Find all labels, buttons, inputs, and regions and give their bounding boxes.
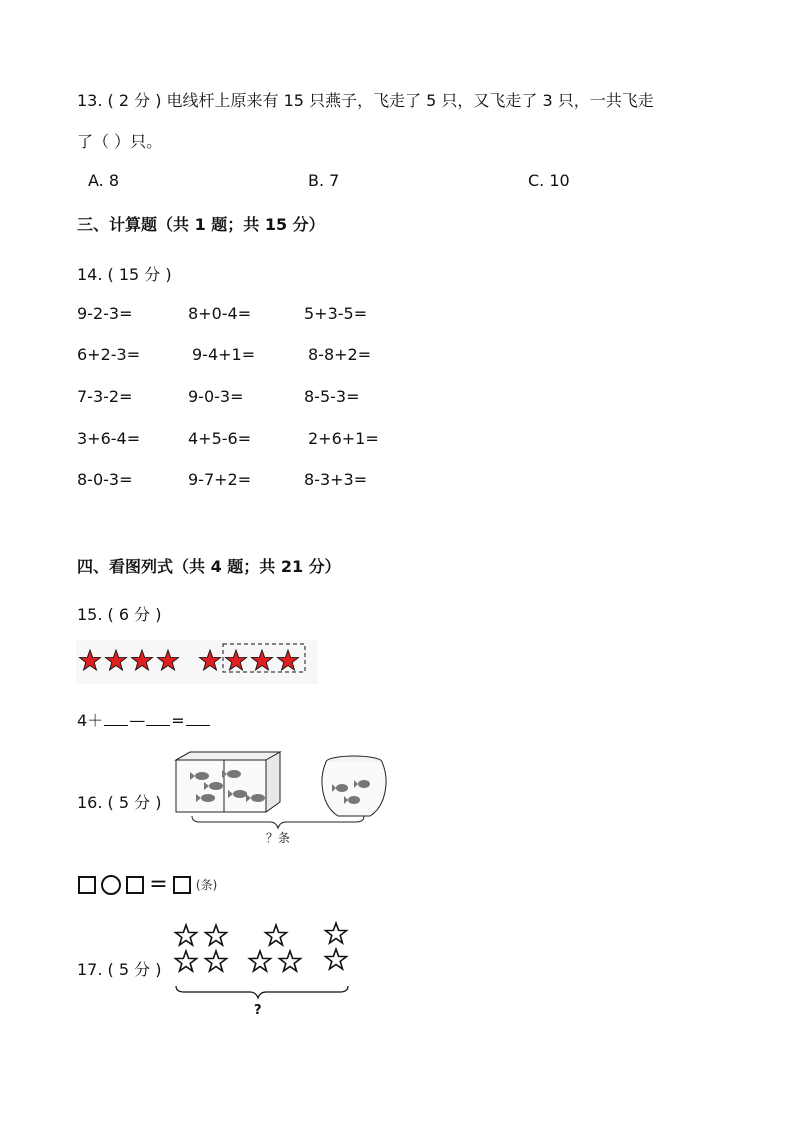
q17-star-figure [168, 914, 358, 1022]
q14-header: 14. ( 15 分 ) [77, 265, 172, 284]
section4-title: 四、看图列式（共 4 题；共 21 分） [77, 557, 341, 576]
star-outline-icon [206, 925, 227, 945]
star-outline-icon [206, 951, 227, 971]
q14-cell: 9-7+2= [188, 470, 252, 489]
operator-circle[interactable] [101, 875, 121, 895]
star-outline-icon [250, 951, 271, 971]
q13-option-c: C. 10 [528, 171, 570, 190]
q14-cell: 7-3-2= [77, 387, 133, 406]
q14-cell: 8-5-3= [304, 387, 360, 406]
formula-part: — [129, 711, 146, 730]
q14-cell: 4+5-6= [188, 429, 252, 448]
q17-header: 17. ( 5 分 ) [77, 960, 162, 979]
q13-option-b: B. 7 [308, 171, 340, 190]
q16-fish-figure [172, 750, 394, 850]
answer-blank[interactable] [146, 711, 170, 726]
q14-cell: 3+6-4= [77, 429, 141, 448]
fish-tank-icon [176, 752, 280, 812]
star-outline-icon [280, 951, 301, 971]
answer-blank[interactable] [104, 711, 128, 726]
brace-icon [192, 816, 364, 828]
q14-cell: 9-4+1= [192, 345, 256, 364]
star-outline-icon [266, 925, 287, 945]
section3-title: 三、计算题（共 1 题；共 15 分） [77, 215, 325, 234]
answer-box[interactable] [78, 876, 96, 894]
formula-part: = [171, 711, 185, 730]
q14-cell: 6+2-3= [77, 345, 141, 364]
star-outline-icon [176, 925, 197, 945]
q14-cell: 8-8+2= [308, 345, 372, 364]
unit-label: (条) [195, 878, 218, 892]
q13-option-a: A. 8 [88, 171, 120, 190]
star-outline-icon [176, 951, 197, 971]
q13-line2: 了（ ）只。 [77, 132, 163, 151]
star-outline-icon [326, 923, 347, 943]
q15-star-figure [76, 640, 318, 684]
answer-box[interactable] [126, 876, 144, 894]
star-outline-icon [326, 949, 347, 969]
answer-box[interactable] [173, 876, 191, 894]
brace-label: ? [254, 1003, 262, 1018]
q14-cell: 5+3-5= [304, 304, 368, 323]
brace-icon [176, 986, 348, 998]
q15-header: 15. ( 6 分 ) [77, 605, 162, 624]
equals-sign: = [149, 872, 168, 897]
q14-cell: 9-0-3= [188, 387, 244, 406]
q16-equation [78, 872, 217, 897]
formula-part: 4＋ [77, 711, 104, 730]
q14-cell: 8-0-3= [77, 470, 133, 489]
q14-cell: 2+6+1= [308, 429, 379, 448]
q13-line1: 13. ( 2 分 ) 电线杆上原来有 15 只燕子，飞走了 5 只，又飞走了 3 只，一共飞走 [77, 91, 654, 110]
brace-label: ？条 [266, 831, 291, 845]
answer-blank[interactable] [186, 711, 210, 726]
q16-header: 16. ( 5 分 ) [77, 793, 162, 812]
q14-cell: 8-3+3= [304, 470, 368, 489]
q14-cell: 9-2-3= [77, 304, 133, 323]
q14-cell: 8+0-4= [188, 304, 252, 323]
q15-formula [77, 708, 211, 731]
